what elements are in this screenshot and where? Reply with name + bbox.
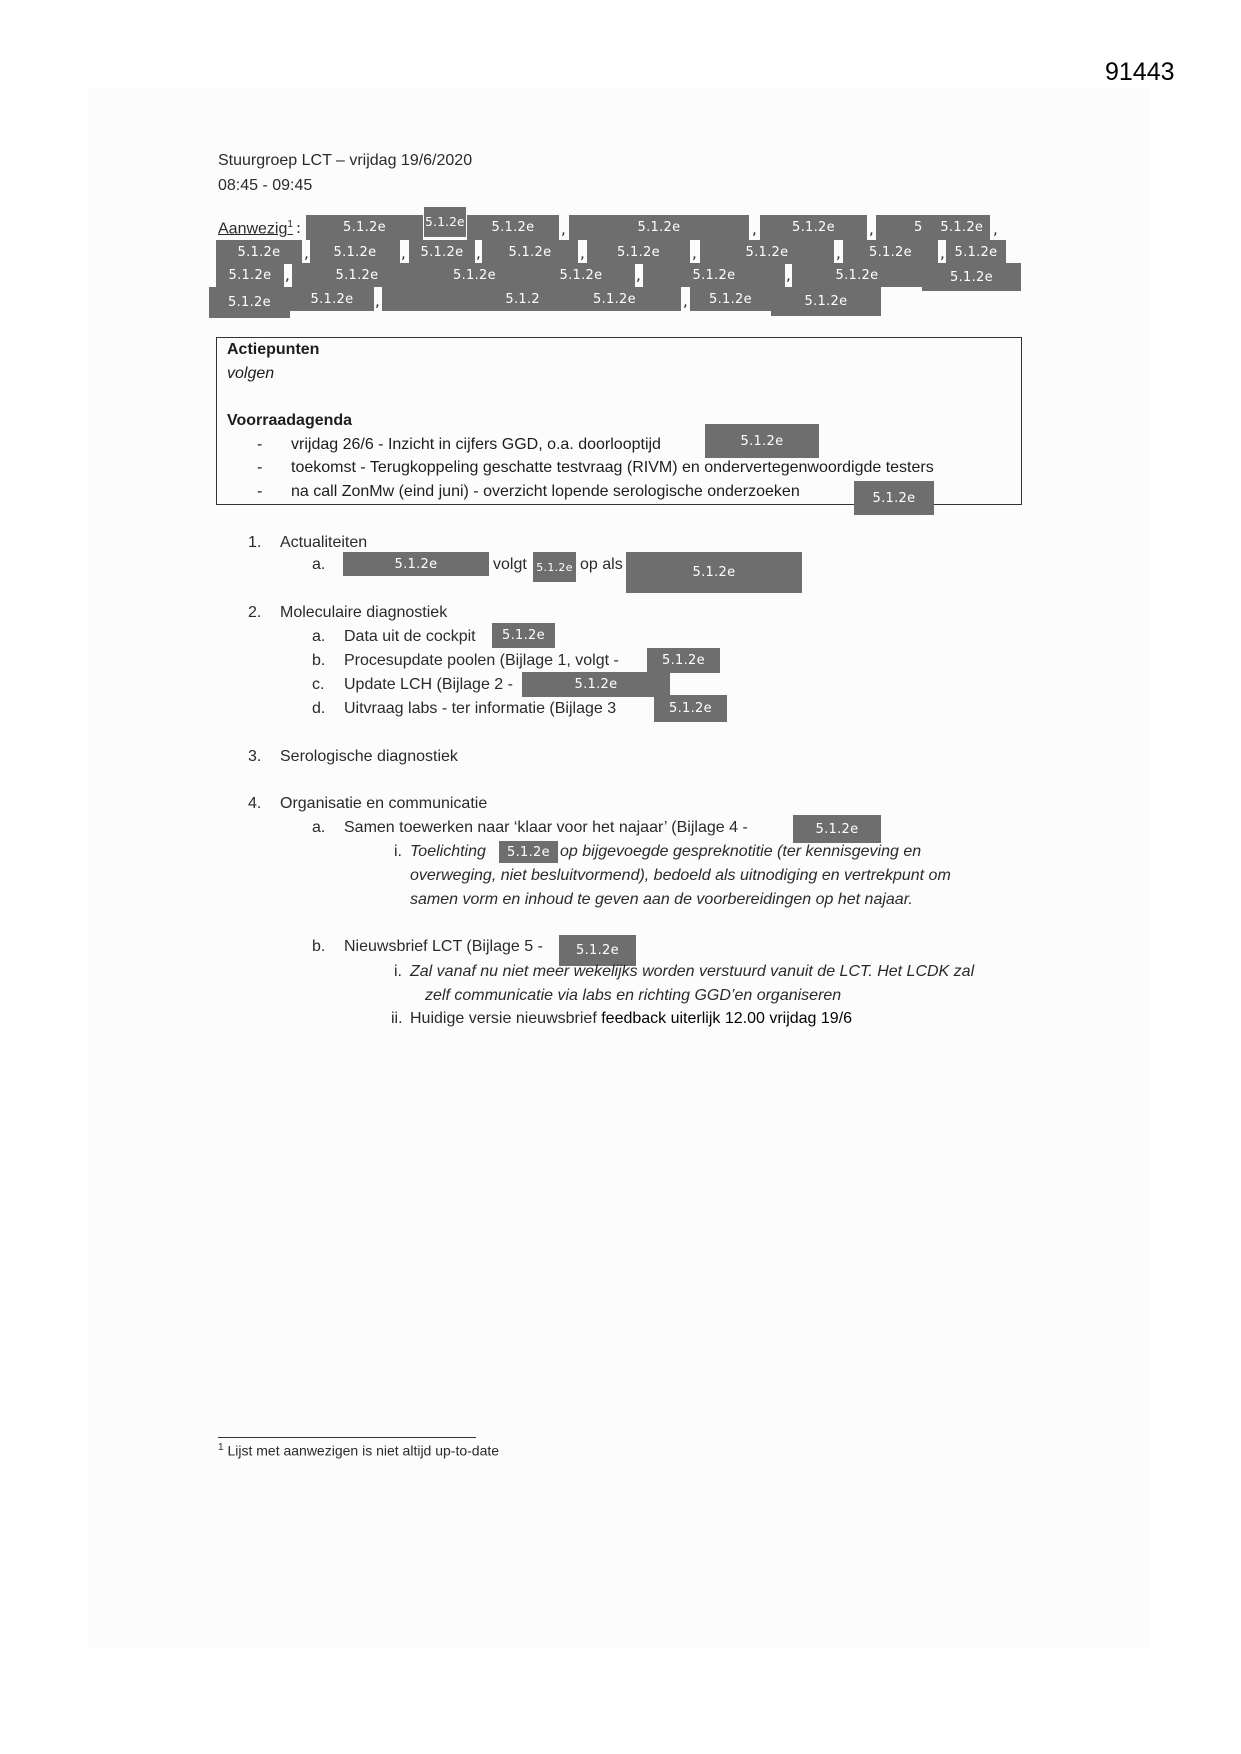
agenda-item: vrijdag 26/6 - Inzicht in cijfers GGD, o.a. doorlooptijd bbox=[291, 436, 661, 453]
redaction: 5.1.2e bbox=[422, 263, 527, 287]
agenda-item: toekomst - Terugkoppeling geschatte testvraag (RIVM) en ondervertegenwoordigde testers bbox=[291, 459, 934, 476]
redaction: 5.1.2e bbox=[626, 552, 802, 593]
redaction: 5.1.2e bbox=[424, 207, 466, 237]
agenda-title: Voorraadagenda bbox=[227, 412, 353, 429]
redaction: 5.1.2e bbox=[306, 215, 423, 240]
item-number: 1. bbox=[248, 534, 262, 551]
redaction: 5 5.1.2e bbox=[876, 215, 990, 240]
redaction: 5.1.2e bbox=[922, 263, 1021, 291]
footnote-rule bbox=[218, 1437, 476, 1438]
redaction: 5.1.2e bbox=[548, 287, 681, 311]
redaction: 5.1.2e bbox=[792, 263, 922, 287]
redaction: 5.1.2e bbox=[569, 215, 749, 240]
redaction: 5.1.2e bbox=[290, 287, 374, 311]
meeting-title: Stuurgroep LCT – vrijdag 19/6/2020 bbox=[218, 152, 473, 169]
redaction: 5.1.2e bbox=[310, 240, 400, 264]
redaction: 5.1.2e bbox=[843, 240, 938, 264]
redaction: 5.1.2e bbox=[647, 648, 720, 673]
redaction: 5.1.2e bbox=[533, 552, 576, 582]
redaction: 5.1.2e bbox=[216, 263, 284, 287]
actiepunten-title: Actiepunten bbox=[227, 341, 320, 358]
redaction: 5.1.2e bbox=[854, 481, 934, 515]
present-label: Aanwezig$^1$ bbox=[218, 219, 293, 238]
document-number: 91443 bbox=[1105, 58, 1175, 86]
redaction: 5.1.2e bbox=[946, 240, 1006, 264]
redaction: 5.1.2e bbox=[587, 240, 690, 264]
redaction: 5.1.2e bbox=[292, 263, 422, 287]
redaction: 5.1.2e bbox=[467, 215, 559, 240]
redaction: 5.1.2e bbox=[522, 672, 670, 697]
item-title: Actualiteiten bbox=[280, 534, 368, 551]
actiepunten-text: volgen bbox=[227, 365, 275, 382]
redaction: 5.1.2 bbox=[382, 287, 548, 311]
redaction: 5.1.2e bbox=[409, 240, 475, 264]
redaction: 5.1.2e bbox=[760, 215, 867, 240]
item-title: Serologische diagnostiek bbox=[280, 748, 458, 765]
redaction: 5.1.2e bbox=[209, 287, 290, 318]
redaction: 5.1.2e bbox=[771, 287, 881, 316]
redaction: 5.1.2e bbox=[527, 263, 635, 287]
redaction: 5.1.2e bbox=[499, 841, 558, 863]
item-number: 4. bbox=[248, 795, 262, 812]
redaction: 5.1.2e bbox=[793, 815, 881, 843]
actions-box: Actiepunten volgen Voorraadagenda - vrijdag 26/6 - Inzicht in cijfers GGD, o.a. doorlooptijd - toekomst - Terugkoppeling geschatte testvraag (RIVM) en ondervertegenwoordigde testers - na call ZonMw (eind juni) - overzicht lopende serologische onderzoeken bbox=[216, 337, 1022, 505]
footnote: $^1$ Lijst met aanwezigen is niet altijd up-to-date bbox=[218, 1442, 500, 1459]
item-number: 2. bbox=[248, 604, 262, 621]
redaction: 5.1.2e bbox=[690, 287, 771, 311]
item-title: Moleculaire diagnostiek bbox=[280, 604, 448, 621]
redaction: 5.1.2e bbox=[654, 695, 727, 722]
redaction: 5.1.2e bbox=[216, 240, 302, 264]
agenda-item: na call ZonMw (eind juni) - overzicht lopende serologische onderzoeken bbox=[291, 483, 800, 500]
redaction: 5.1.2e bbox=[705, 424, 819, 458]
redaction: 5.1.2e bbox=[492, 623, 555, 648]
redaction: 5.1.2e bbox=[559, 935, 636, 966]
redaction: 5.1.2e bbox=[700, 240, 834, 264]
redaction: 5.1.2e bbox=[343, 552, 489, 576]
item-number: 3. bbox=[248, 748, 262, 765]
redaction: 5.1.2e bbox=[482, 240, 578, 264]
meeting-time: 08:45 - 09:45 bbox=[218, 177, 313, 194]
redaction: 5.1.2e bbox=[643, 263, 785, 287]
item-title: Organisatie en communicatie bbox=[280, 795, 488, 812]
